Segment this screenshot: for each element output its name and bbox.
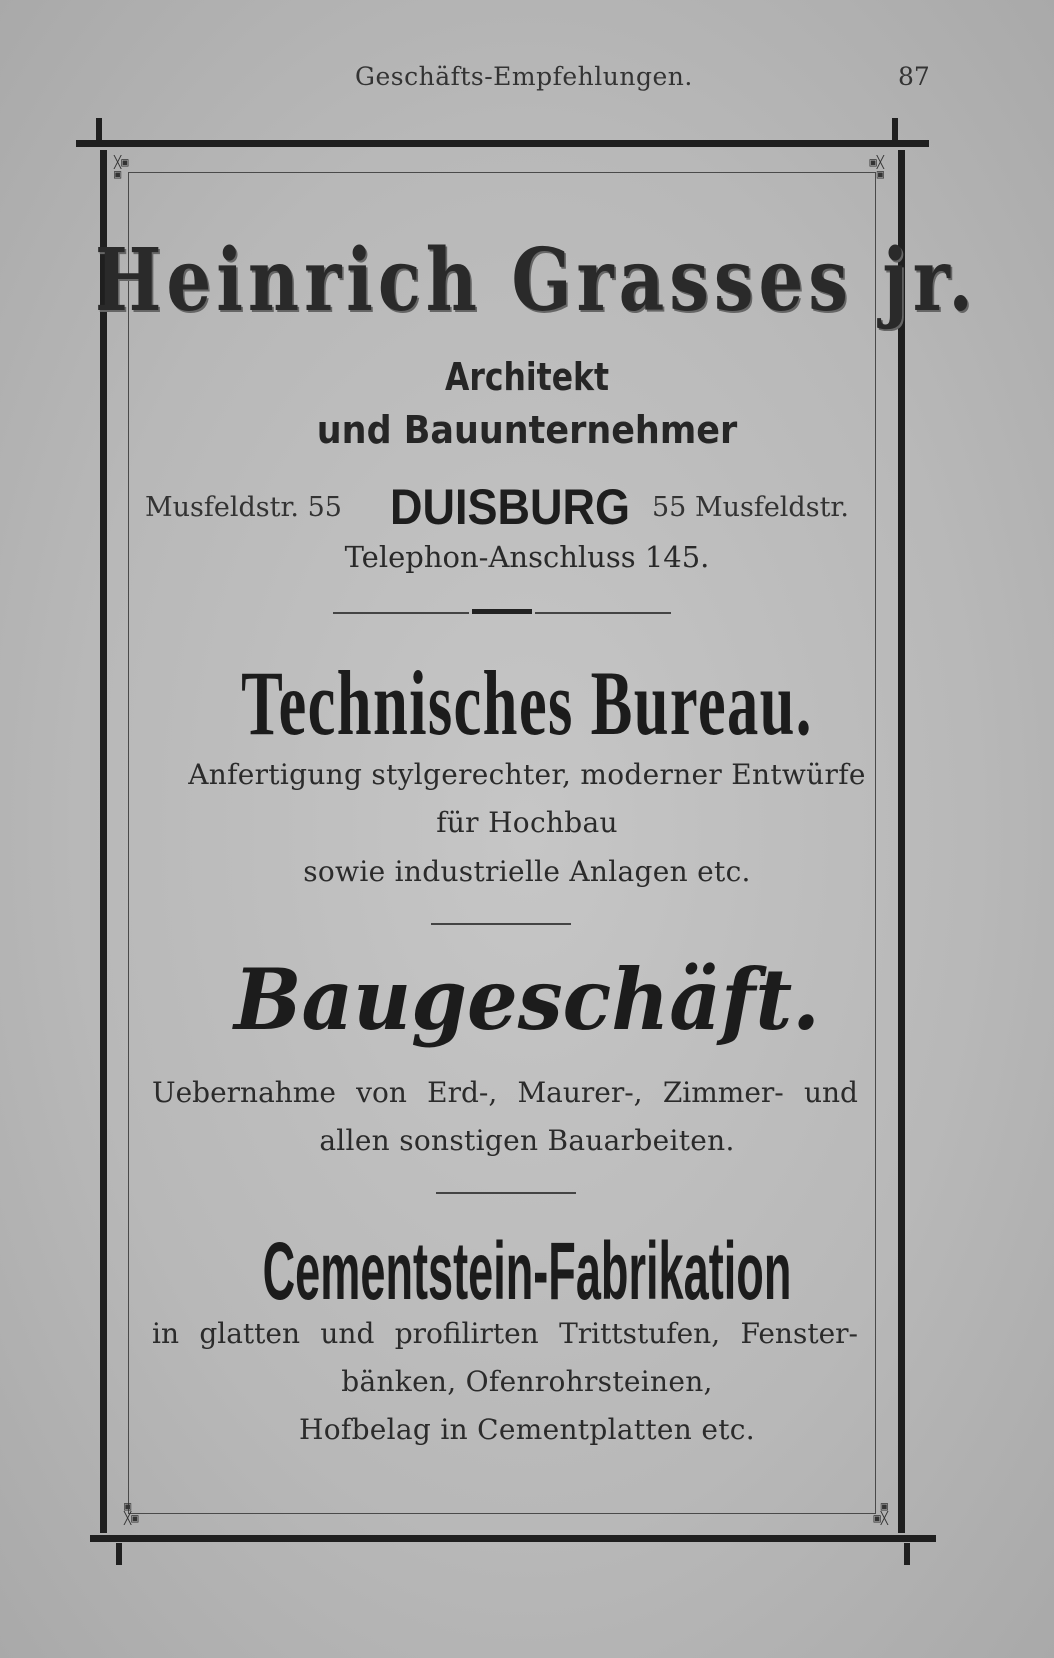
divider-1-left	[333, 612, 469, 614]
section-3-word: glatten	[199, 1317, 301, 1350]
section-2-line-1	[152, 1076, 858, 1109]
frame-tick-bl	[116, 1543, 122, 1565]
section-2-word: Zimmer-	[662, 1076, 784, 1109]
divider-1-center	[472, 609, 532, 614]
corner-ornament-br: ▣ ▣╳	[873, 1499, 888, 1525]
address-right: 55 Musfeldstr.	[652, 492, 849, 523]
section-2-word: Maurer-,	[517, 1076, 643, 1109]
frame-tick-tr	[892, 118, 898, 140]
corner-ornament-bl: ▣ ╳▣	[124, 1499, 139, 1525]
frame-bottom-rule	[90, 1535, 936, 1542]
page-number: 87	[898, 62, 930, 91]
frame-tick-br	[904, 1543, 910, 1565]
section-2-line-2: allen sonstigen Bauarbeiten.	[319, 1124, 735, 1157]
divider-1-right	[535, 612, 671, 614]
section-3-word: und	[320, 1317, 375, 1350]
corner-ornament-tr: ▣╳ ▣	[869, 155, 884, 181]
city-name: DUISBURG	[390, 479, 631, 535]
section-2-word: von	[356, 1076, 407, 1109]
corner-ornament-tl: ╳▣ ▣	[114, 155, 129, 181]
section-1-line-3: sowie industrielle Anlagen etc.	[303, 855, 751, 888]
frame-tick-tl	[96, 118, 102, 140]
section-3-word: in	[152, 1317, 179, 1350]
section-title-cementstein-fabrikation: Cementstein-Fabrikation	[262, 1226, 792, 1317]
divider-3	[436, 1192, 576, 1194]
section-1-line-2: für Hochbau	[436, 806, 618, 839]
section-3-word: Fenster-	[740, 1317, 858, 1350]
running-head	[0, 62, 1054, 98]
section-2-word: Uebernahme	[152, 1076, 336, 1109]
section-3-line-2: bänken, Ofenrohrsteinen,	[341, 1365, 713, 1398]
profession-line-1: Architekt	[444, 355, 609, 399]
profession-line-2: und Bauunternehmer	[316, 408, 738, 452]
address-left: Musfeldstr. 55	[145, 492, 342, 523]
frame-top-rule	[76, 140, 929, 147]
section-title-baugeschaeft: Baugeschäft.	[234, 950, 820, 1049]
address-row	[0, 478, 1054, 538]
divider-2	[431, 923, 571, 925]
phone-line: Telephon-Anschluss 145.	[344, 540, 710, 574]
firm-name: Heinrich Grasses jr.	[94, 230, 978, 331]
section-3-line-3: Hofbelag in Cementplatten etc.	[299, 1413, 755, 1446]
section-title-technisches-bureau: Technisches Bureau.	[241, 652, 813, 754]
section-3-word: Trittstufen,	[559, 1317, 721, 1350]
section-1-line-1: Anfertigung stylgerechter, moderner Entwürfe	[188, 758, 866, 791]
section-3-line-1	[152, 1317, 858, 1350]
section-2-word: und	[803, 1076, 858, 1109]
running-head-title: Geschäfts-Empfehlungen.	[355, 62, 693, 91]
section-3-word: profilirten	[394, 1317, 539, 1350]
section-2-word: Erd-,	[427, 1076, 498, 1109]
